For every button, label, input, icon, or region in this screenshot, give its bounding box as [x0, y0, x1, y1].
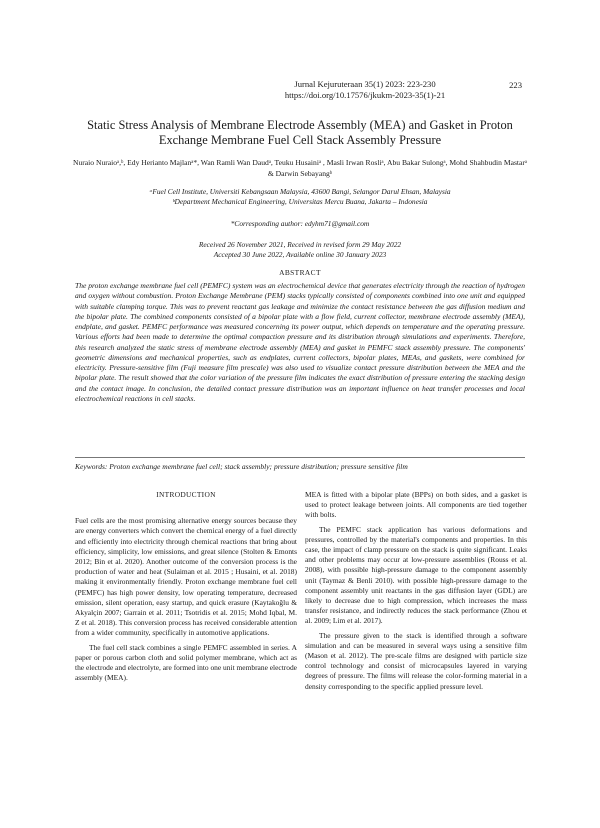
article-dates	[72, 240, 528, 260]
accepted-dates: Accepted 30 June 2022, Available online 30 January 2023	[213, 250, 387, 259]
body-paragraph: Fuel cells are the most promising alternative energy sources because they are energy converters which convert the chemical energy of a fuel directly and efficiently into electricity through chemical reactions that bring about efficiency, simplicity, low emissions, and great silence (Stolten & Emonts 2012; Bin et al. 2020). Another outcome of the conversion process is the production of water and heat (Sulaiman et al. 2015 ; Husaini, et al. 2018) making it environmentally friendly. Proton exchange membrane fuel cell (PEMFC) has high power density, low operating temperature, decreased emission, silent operation, easy startup, and quick erasure (Kaytakoğlu & Akyalçin 2007; Garrain et al. 2011; Tsotridis et al. 2015; Mohd Iqbal, M. Z et al. 2018). This conversion process has received considerable attention from a wider community, specifically in automotive applications.	[75, 516, 297, 638]
affiliation-a: ᵃFuel Cell Institute, Universiti Kebangsaan Malaysia, 43600 Bangi, Selangor Darul Ehsan, Malaysia	[149, 187, 451, 196]
paper-title: Static Stress Analysis of Membrane Electrode Assembly (MEA) and Gasket in Proton Exchange Membrane Fuel Cell Stack Assembly Pressure	[87, 118, 513, 147]
affiliation-b: ᵇDepartment Mechanical Engineering, Universitas Mercu Buana, Jakarta – Indonesia	[172, 197, 428, 206]
left-column	[75, 490, 297, 683]
corresponding-author: *Corresponding author: edyhm71@gmail.com	[230, 219, 370, 228]
abstract-heading: ABSTRACT	[279, 268, 321, 277]
body-paragraph: The PEMFC stack application has various deformations and pressures, controlled by the material's components and properties. In this case, the impact of clamp pressure on the stack is quite significant. Leaks and other problems may occur at low-pressure assemblies (Rouss et al. 2008), with possible high-pressure damage to the component assembly unit (Taymaz & Benli 2010). with possible high-pressure damage to the component assembly unit reactants in the gas diffusion layer (GDL) are likely to decrease due to high compression, which increases the mass transfer resistance, and indirectly reduces the stack performance (Zhou et al. 2009; Lim et al. 2017).	[305, 524, 527, 626]
affiliations	[72, 187, 528, 207]
keywords: Keywords: Proton exchange membrane fuel cell; stack assembly; pressure distribution; pressure sensitive film	[75, 462, 408, 471]
doi-line: https://doi.org/10.17576/jkukm-2023-35(1)-21	[284, 90, 446, 100]
page-number: 223	[509, 80, 522, 90]
keywords-divider	[75, 457, 525, 458]
body-paragraph: The pressure given to the stack is identified through a software simulation and can be measured in several ways using a sensitive film (Mason et al. 2012). The pre-scale films are designed with particle size control technology and consist of microcapsules layered in varying degrees of pressure. The films will release the color-forming material in a density corresponding to the specific applied pressure level.	[305, 630, 527, 691]
received-dates: Received 26 November 2021, Received in revised form 29 May 2022	[198, 240, 402, 249]
body-paragraph: MEA is fitted with a bipolar plate (BPPs) on both sides, and a gasket is used to protect leakage between joints. All components are tied together with bolts.	[305, 490, 527, 520]
author-list: Nuraio Nuraioᵃ,ᵇ, Edy Herianto Majlanᵃ*, Wan Ramli Wan Daudᵃ, Teuku Husainiᵃ , Masli Irwan Rosliᵃ, Abu Bakar Sulongᵃ, Mohd Shahbudin Mastarᵃ & Darwin Sebayangᵇ	[72, 158, 528, 178]
right-column	[305, 490, 527, 692]
body-paragraph: The fuel cell stack combines a single PEMFC assembled in series. A paper or porous carbon cloth and solid polymer membrane, which act as the electrode and electrolyte, are formed into one unit membrane electrode assembly (MEA).	[75, 642, 297, 683]
journal-line: Jurnal Kejuruteraan 35(1) 2023: 223-230	[294, 79, 436, 89]
abstract-text: The proton exchange membrane fuel cell (PEMFC) system was an electrochemical device that generates electricity through the reaction of hydrogen and oxygen without combustion. Proton Exchange Membrane (PEM) stacks typically consisted of components combined into one unit and equipped with suitable clamping torque. This was to prevent reactant gas leakage and minimize the contact resistance between the gas diffusion medium and the bipolar plate. The combined components consisted of a bipolar plate with a flow field, current collector, membrane electrode assembly (MEA), endplate, and gasket. PEMFC performance was measured concerning its power output, which depends on temperature and the operating pressure. Various efforts had been made to determine the optimal compaction pressure and its distribution through simulations and experiments. Therefore, this research analyzed the static stress of membrane electrode assembly (MEA) and gasket in PEMFC stack assembly pressure. The components' geometric dimensions and mechanical properties, such as endplates, current collectors, bipolar plates, MEAs, and gaskets, were combined for electricity. Pressure-sensitive film (Fuji measure film prescale) was also used to visualize contact pressure distribution between the MEA and the bipolar plate. The result showed that the color variation of the pressure film indicates the exact distribution of pressure entering the stacking design and the contact image. In conclusion, the detailed contact pressure distribution was an important influence on heat transfer processes and local electrochemical reactions in cell stacks.	[75, 281, 525, 403]
introduction-heading: INTRODUCTION	[156, 490, 216, 499]
